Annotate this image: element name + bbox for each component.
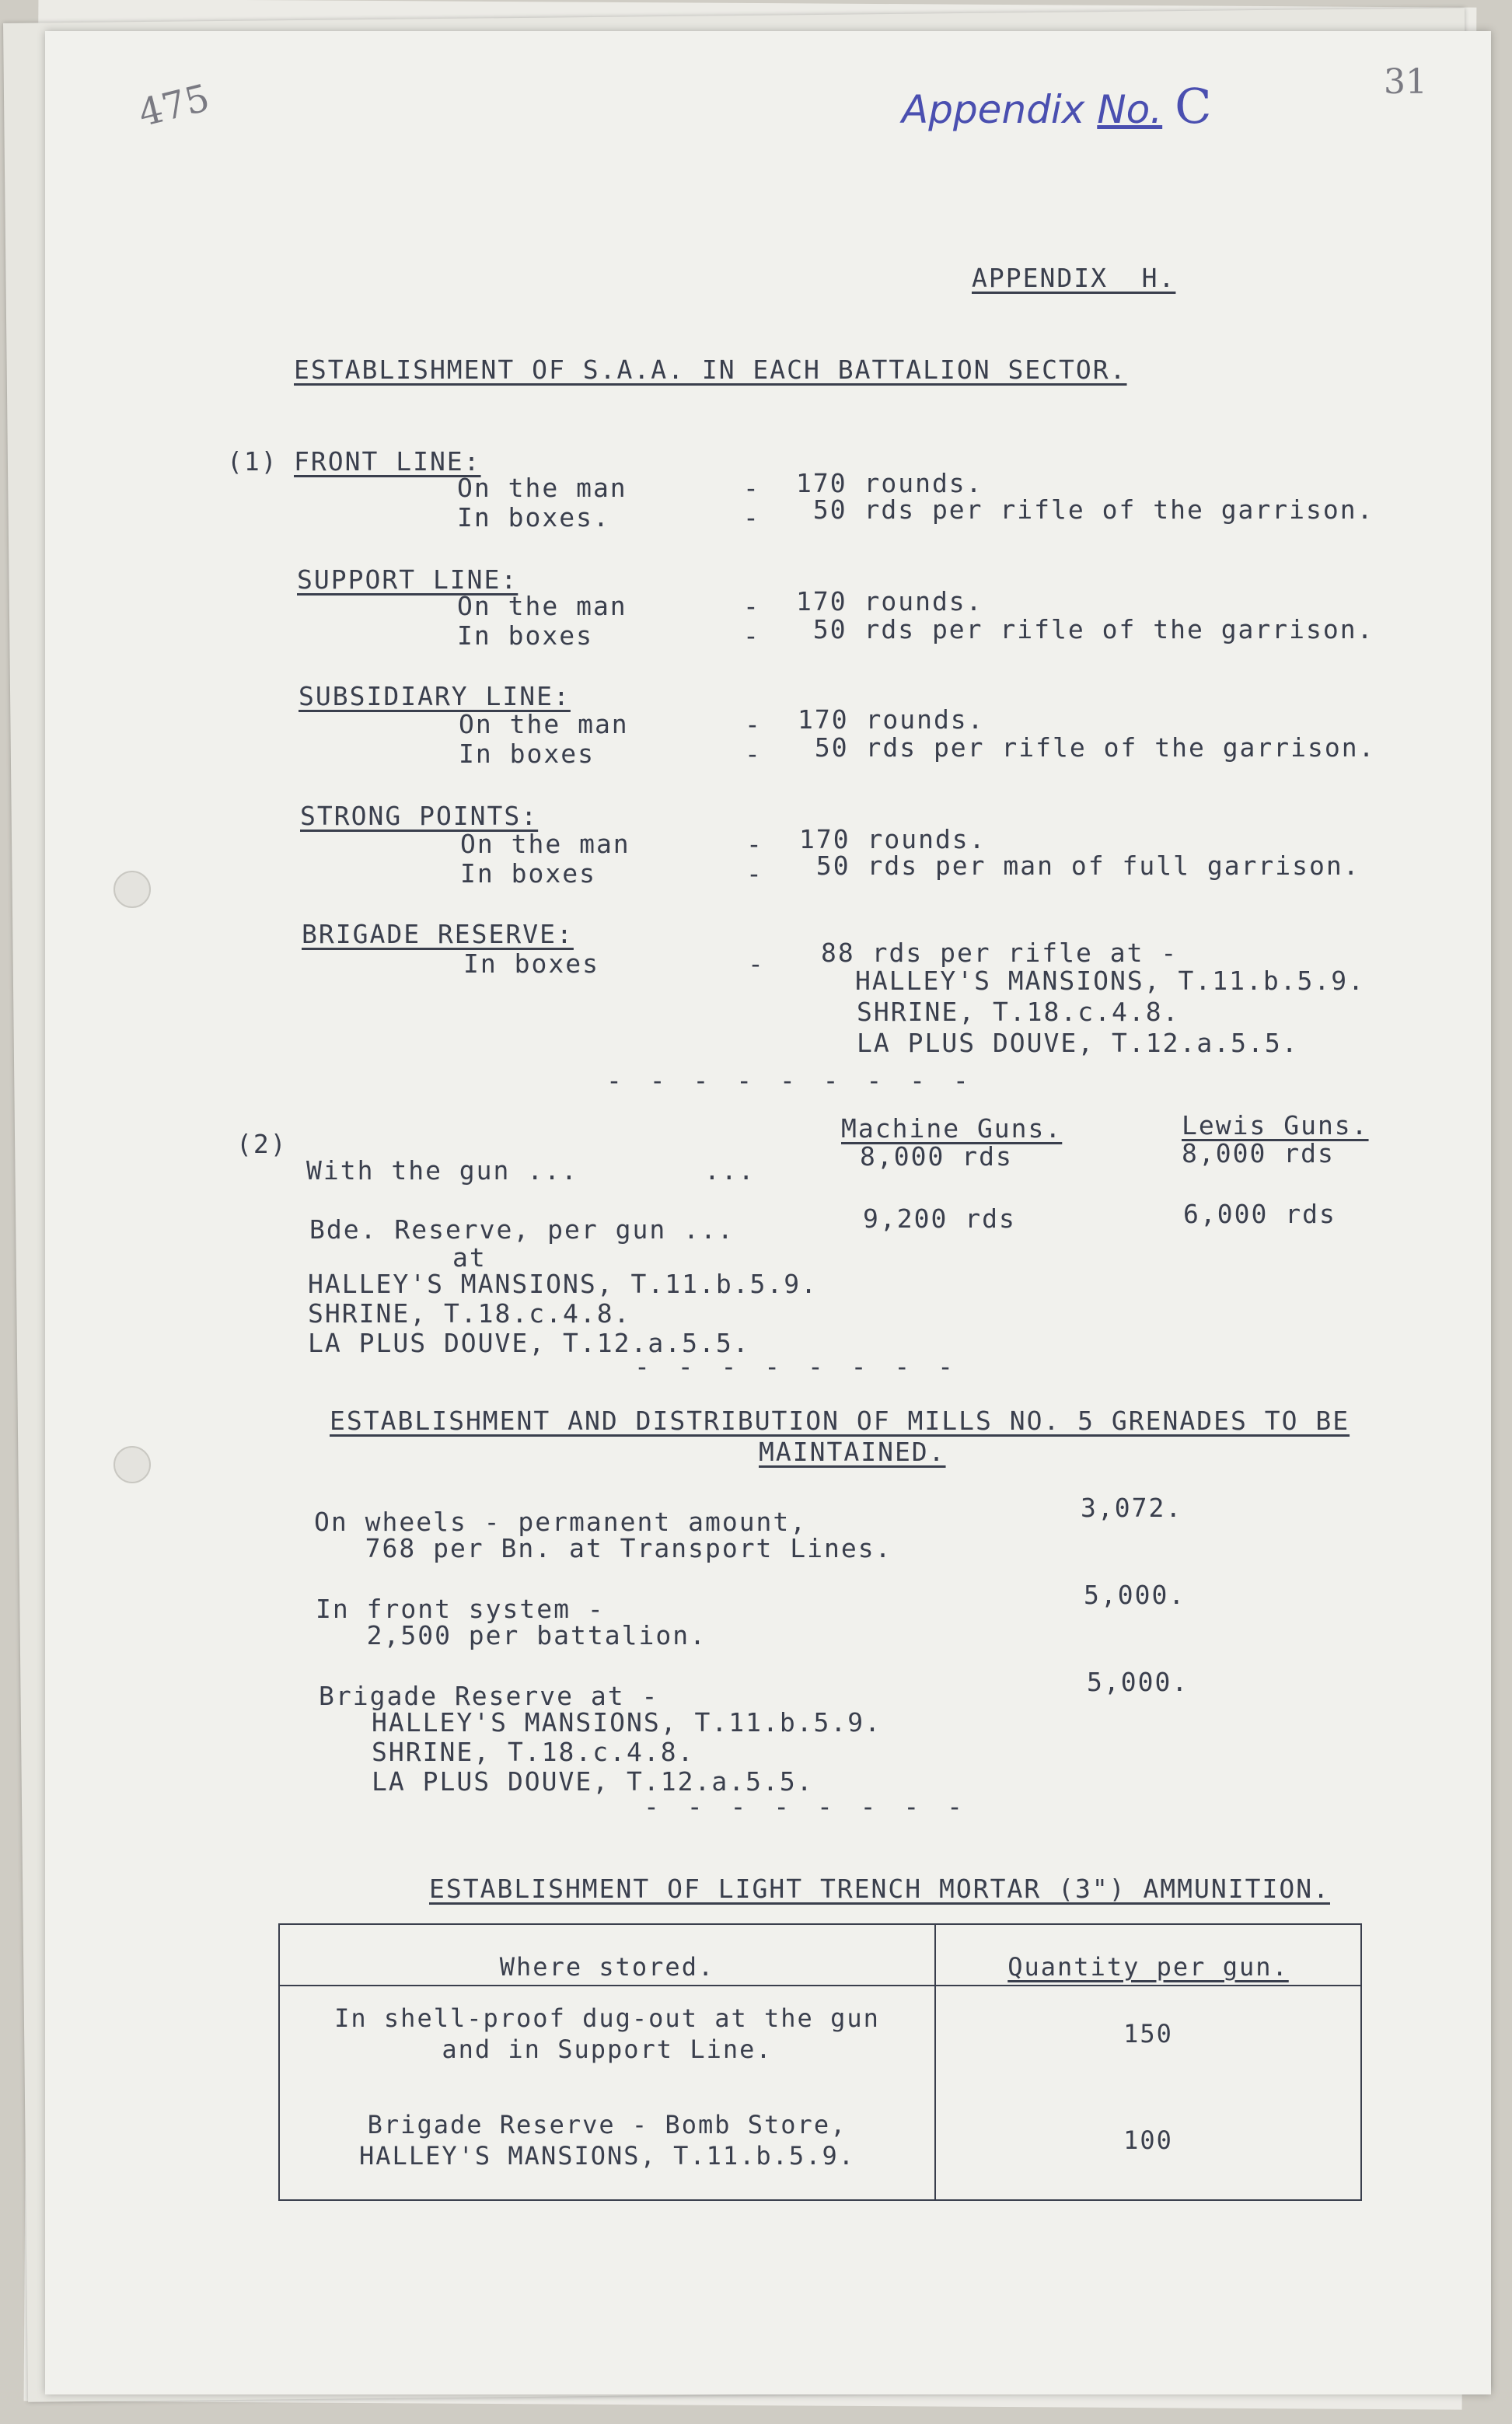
- bde-reserve-lewis-value: 6,000 rds: [1183, 1199, 1336, 1229]
- support-line-row-label: In boxes: [457, 620, 593, 651]
- page-number: 31: [1384, 62, 1427, 102]
- with-gun-mg-value: 8,000 rds: [860, 1141, 1013, 1172]
- support-line-row-dash: -: [743, 591, 760, 621]
- saa-section-number: (1): [227, 446, 278, 477]
- support-line-row-dash: -: [743, 620, 760, 651]
- guns-location: SHRINE, T.18.c.4.8.: [308, 1298, 631, 1329]
- ltm-where-line1: Brigade Reserve - Bomb Store,: [367, 2110, 847, 2139]
- strong-points-row-dash: -: [746, 858, 763, 889]
- subsidiary-line-row-label: In boxes: [459, 739, 595, 769]
- with-gun-dots: ...: [704, 1155, 756, 1186]
- ltm-qty-cell: 150: [935, 1986, 1361, 2081]
- appendix-stamp: [902, 78, 1212, 134]
- appendix-title: APPENDIX H.: [972, 263, 1176, 293]
- machine-guns-header: Machine Guns.: [841, 1113, 1063, 1144]
- punch-hole: [113, 1446, 151, 1483]
- grenade-brigade-location: HALLEY'S MANSIONS, T.11.b.5.9.: [372, 1707, 882, 1738]
- ltm-where-line2: and in Support Line.: [442, 2035, 773, 2064]
- grenade-brigade-qty: 5,000.: [1087, 1667, 1189, 1697]
- strong-points-row-label: In boxes: [460, 858, 596, 889]
- grenades-title-line2: MAINTAINED.: [759, 1437, 946, 1467]
- front-line-row-label: In boxes.: [457, 502, 610, 533]
- table-row: [279, 1986, 1361, 2081]
- with-gun-label: With the gun ...: [306, 1155, 578, 1186]
- saa-title: ESTABLISHMENT OF S.A.A. IN EACH BATTALION SECTOR.: [294, 355, 1127, 385]
- archive-number: 475: [134, 75, 215, 136]
- front-line-heading: FRONT LINE:: [294, 446, 481, 477]
- grenade-item-line2: 2,500 per battalion.: [316, 1620, 707, 1650]
- strong-points-row-dash: -: [746, 829, 763, 859]
- ltm-where-cell: [279, 1986, 935, 2081]
- section-separator: - - - - - - - -: [634, 1351, 960, 1381]
- brigade-reserve-location: HALLEY'S MANSIONS, T.11.b.5.9.: [855, 966, 1366, 996]
- front-line-row-dash: -: [743, 473, 760, 503]
- support-line-row-label: On the man: [457, 591, 627, 621]
- grenade-item-qty: 3,072.: [1081, 1493, 1183, 1523]
- guns-location: HALLEY'S MANSIONS, T.11.b.5.9.: [308, 1269, 819, 1299]
- appendix-stamp-no: No.: [1097, 87, 1163, 132]
- brigade-reserve-value: 88 rds per rifle at -: [821, 938, 1179, 968]
- subsidiary-line-row-dash: -: [745, 709, 762, 739]
- bde-reserve-mg-value: 9,200 rds: [863, 1203, 1016, 1234]
- subsidiary-line-row-value: 50 rds per rifle of the garrison.: [798, 732, 1376, 763]
- ltm-table: [278, 1923, 1362, 2201]
- appendix-stamp-letter: C: [1175, 78, 1212, 134]
- subsidiary-line-row-label: On the man: [459, 709, 629, 739]
- appendix-stamp-prefix: Appendix: [902, 87, 1085, 132]
- grenade-brigade-location: SHRINE, T.18.c.4.8.: [372, 1737, 695, 1767]
- brigade-reserve-location: SHRINE, T.18.c.4.8.: [857, 997, 1180, 1027]
- ltm-qty-cell: 100: [935, 2081, 1361, 2200]
- guns-location: LA PLUS DOUVE, T.12.a.5.5.: [308, 1328, 750, 1358]
- subsidiary-line-row-dash: -: [745, 739, 762, 769]
- subsidiary-line-heading: SUBSIDIARY LINE:: [299, 681, 571, 711]
- grenade-item-line1: On wheels - permanent amount,: [314, 1507, 808, 1537]
- strong-points-row-value: 50 rds per man of full garrison.: [799, 850, 1360, 881]
- brigade-reserve-label: In boxes: [463, 948, 599, 979]
- brigade-reserve-dash: -: [748, 948, 765, 979]
- ltm-where-line2: HALLEY'S MANSIONS, T.11.b.5.9.: [359, 2141, 855, 2171]
- support-line-row-value: 170 rounds.: [796, 586, 983, 616]
- brigade-reserve-location: LA PLUS DOUVE, T.12.a.5.5.: [857, 1028, 1299, 1058]
- guns-section-number: (2): [236, 1129, 288, 1159]
- strong-points-row-value: 170 rounds.: [799, 824, 986, 854]
- bde-reserve-label: Bde. Reserve, per gun ...: [309, 1214, 735, 1245]
- with-gun-lewis-value: 8,000 rds: [1182, 1138, 1335, 1168]
- section-separator: - - - - - - - -: [644, 1791, 969, 1821]
- ltm-title: ESTABLISHMENT OF LIGHT TRENCH MORTAR (3") AMMUNITION.: [429, 1874, 1330, 1904]
- ltm-where-cell: [279, 2081, 935, 2200]
- front-line-row-value: 50 rds per rifle of the garrison.: [796, 494, 1374, 525]
- bde-reserve-at: at: [452, 1242, 487, 1273]
- grenade-brigade-line1: Brigade Reserve at -: [319, 1681, 659, 1711]
- front-line-row-value: 170 rounds.: [796, 468, 983, 498]
- grenade-item-line2: 768 per Bn. at Transport Lines.: [314, 1533, 892, 1563]
- table-header-row: [279, 1924, 1361, 1986]
- grenade-item-line1: In front system -: [316, 1594, 605, 1624]
- grenade-item-qty: 5,000.: [1084, 1580, 1186, 1610]
- front-line-row-dash: -: [743, 502, 760, 533]
- support-line-heading: SUPPORT LINE:: [297, 564, 519, 595]
- section-separator: - - - - - - - - -: [606, 1065, 975, 1095]
- support-line-row-value: 50 rds per rifle of the garrison.: [796, 614, 1374, 644]
- strong-points-heading: STRONG POINTS:: [300, 801, 539, 831]
- subsidiary-line-row-value: 170 rounds.: [798, 704, 985, 735]
- ltm-where-line1: In shell-proof dug-out at the gun: [334, 2003, 880, 2033]
- grenades-title: ESTABLISHMENT AND DISTRIBUTION OF MILLS NO. 5 GRENADES TO BE: [330, 1406, 1350, 1436]
- brigade-reserve-heading: BRIGADE RESERVE:: [302, 919, 574, 949]
- ltm-header-where: Where stored.: [279, 1924, 935, 1986]
- strong-points-row-label: On the man: [460, 829, 630, 859]
- punch-hole: [113, 871, 151, 908]
- grenade-brigade-location: LA PLUS DOUVE, T.12.a.5.5.: [372, 1766, 814, 1797]
- ltm-header-qty-label: Quantity per gun.: [1007, 1952, 1289, 1982]
- ltm-header-qty: [935, 1924, 1361, 1986]
- lewis-guns-header: Lewis Guns.: [1182, 1110, 1369, 1140]
- table-row: [279, 2081, 1361, 2200]
- front-line-row-label: On the man: [457, 473, 627, 503]
